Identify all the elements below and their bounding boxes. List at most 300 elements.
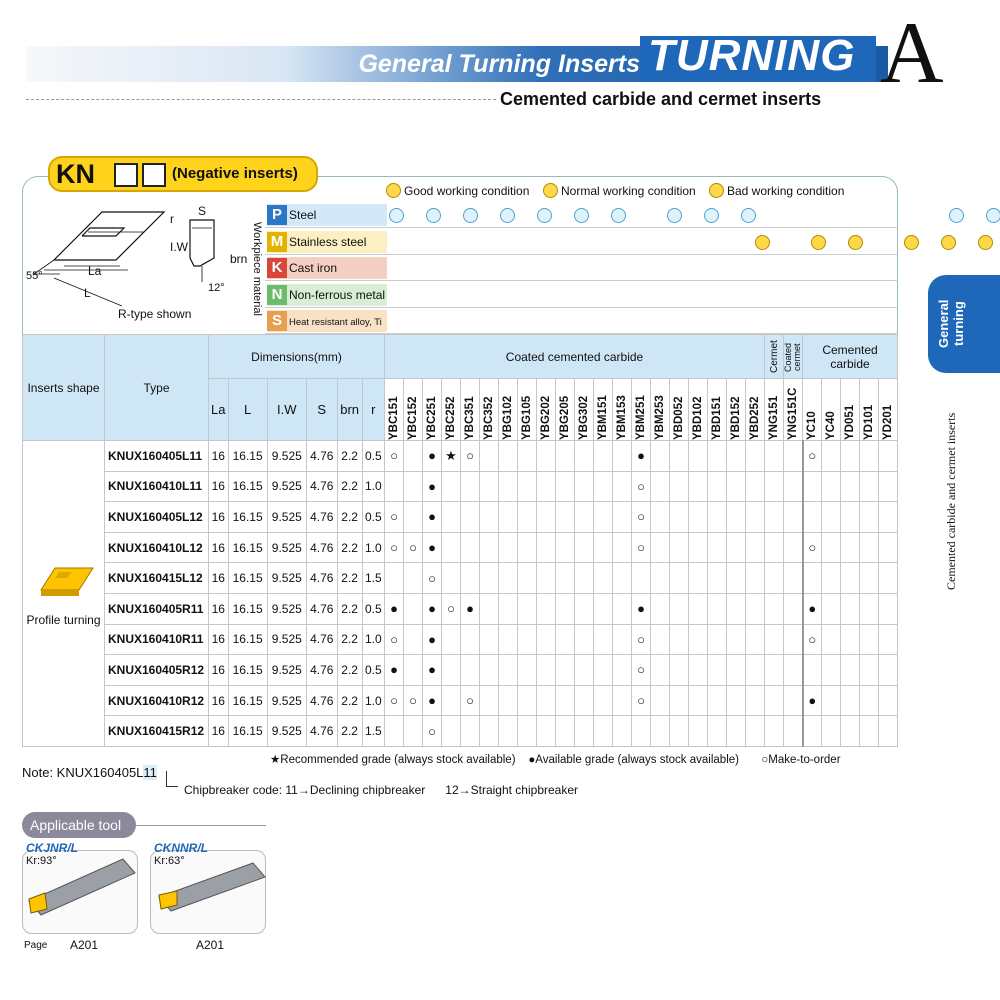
- condition-face-icon: [755, 235, 770, 250]
- grade-availability: [537, 563, 556, 594]
- grade-availability: [480, 624, 499, 655]
- legend-bad: [709, 182, 844, 200]
- insert-top-view: [34, 212, 164, 306]
- grade-availability: [860, 685, 879, 716]
- smiley-good-icon: [386, 183, 401, 198]
- grade-availability: [404, 441, 423, 472]
- dim-value: 9.525: [267, 441, 306, 472]
- grade-availability: [461, 563, 480, 594]
- legend-bad-label: Bad working condition: [727, 184, 845, 198]
- grade-header: [822, 379, 841, 441]
- dim-value: 9.525: [267, 502, 306, 533]
- grade-availability: [480, 563, 499, 594]
- grade-availability: ●: [803, 685, 822, 716]
- grade-availability: [442, 685, 461, 716]
- grade-availability: [746, 471, 765, 502]
- dim-value: 16.15: [228, 716, 267, 747]
- material-label: [267, 204, 387, 226]
- grade-availability: [499, 441, 518, 472]
- grade-availability: [385, 471, 404, 502]
- table-row: [23, 593, 898, 624]
- dim-value: 9.525: [267, 593, 306, 624]
- grade-availability: [575, 655, 594, 686]
- grade-availability: ○: [461, 685, 480, 716]
- grade-availability: [841, 716, 860, 747]
- dim-header: r: [362, 379, 384, 441]
- page-label: Page: [24, 940, 48, 951]
- grade-availability: ○: [632, 471, 651, 502]
- dim-value: 2.2: [337, 593, 362, 624]
- grade-availability: [613, 716, 632, 747]
- grade-availability: [708, 685, 727, 716]
- dim-value: 0.5: [362, 502, 384, 533]
- grade-availability: [575, 502, 594, 533]
- grade-availability: [537, 502, 556, 533]
- grade-availability: [404, 716, 423, 747]
- grade-availability: [822, 685, 841, 716]
- header-title: General Turning Inserts: [358, 50, 640, 78]
- grade-availability: [575, 563, 594, 594]
- grade-availability: [727, 593, 746, 624]
- dim-value: 9.525: [267, 716, 306, 747]
- grade-availability: [613, 655, 632, 686]
- dim-value: 16.15: [228, 593, 267, 624]
- grade-availability: [689, 593, 708, 624]
- grade-header: [632, 379, 651, 441]
- grade-availability: [404, 471, 423, 502]
- dim-value: 1.5: [362, 563, 384, 594]
- dim-value: 1.0: [362, 471, 384, 502]
- tool-1-kr: Kr:93°: [26, 855, 57, 867]
- grade-availability: [727, 655, 746, 686]
- grade-availability: [803, 716, 822, 747]
- label-r: r: [170, 212, 174, 226]
- grade-availability: [575, 685, 594, 716]
- grade-availability: ○: [632, 624, 651, 655]
- legend-good-label: Good working condition: [404, 184, 530, 198]
- grade-availability: [518, 593, 537, 624]
- grade-label: YBG105: [521, 395, 533, 440]
- grade-label: YBM253: [654, 394, 666, 440]
- grade-availability: [518, 441, 537, 472]
- grade-availability: [689, 655, 708, 686]
- grade-availability: [404, 563, 423, 594]
- insert-type[interactable]: KNUX160410L12: [105, 532, 209, 563]
- grade-availability: [860, 563, 879, 594]
- grade-availability: ●: [632, 441, 651, 472]
- dim-header: La: [209, 379, 229, 441]
- grade-availability: [879, 471, 898, 502]
- dim-value: 4.76: [306, 563, 337, 594]
- insert-type[interactable]: KNUX160415R12: [105, 716, 209, 747]
- dim-value: 2.2: [337, 532, 362, 563]
- grade-availability: [670, 563, 689, 594]
- grade-availability: ○: [803, 624, 822, 655]
- col-inserts-shape: Inserts shape: [23, 335, 105, 441]
- grade-availability: [689, 471, 708, 502]
- grade-availability: [480, 502, 499, 533]
- grade-availability: [822, 471, 841, 502]
- grade-header: [480, 379, 499, 441]
- grade-availability: [385, 716, 404, 747]
- grade-availability: ●: [423, 502, 442, 533]
- grade-availability: ●: [423, 655, 442, 686]
- grade-availability: [651, 441, 670, 472]
- grade-availability: [765, 624, 784, 655]
- grade-availability: ○: [404, 532, 423, 563]
- grade-availability: [803, 502, 822, 533]
- grade-header: [556, 379, 575, 441]
- grade-availability: [670, 655, 689, 686]
- grade-availability: [404, 655, 423, 686]
- mark-legend: [270, 752, 900, 768]
- grade-availability: ○: [385, 685, 404, 716]
- grade-availability: [518, 502, 537, 533]
- grade-header: [461, 379, 480, 441]
- grade-availability: ○: [385, 502, 404, 533]
- grade-availability: [727, 716, 746, 747]
- grade-availability: [708, 441, 727, 472]
- grade-label: YBD052: [673, 396, 685, 440]
- grade-availability: [499, 655, 518, 686]
- grade-availability: ●: [803, 593, 822, 624]
- header-subtitle: Cemented carbide and cermet inserts: [500, 89, 822, 109]
- grade-availability: [556, 716, 575, 747]
- grade-label: YBG202: [540, 395, 552, 440]
- grade-availability: ●: [423, 624, 442, 655]
- grade-availability: ●: [632, 593, 651, 624]
- grade-availability: [879, 502, 898, 533]
- table-row: [23, 441, 898, 472]
- grade-availability: [461, 471, 480, 502]
- grade-availability: [556, 502, 575, 533]
- grade-availability: [784, 502, 803, 533]
- grade-availability: [404, 593, 423, 624]
- dim-value: 16.15: [228, 655, 267, 686]
- grade-header: [613, 379, 632, 441]
- grade-availability: [879, 532, 898, 563]
- grade-availability: [461, 716, 480, 747]
- dim-value: 4.76: [306, 532, 337, 563]
- grade-availability: [784, 716, 803, 747]
- grade-availability: [860, 502, 879, 533]
- group-coated-cermet-label: Coated cermet: [783, 341, 802, 372]
- grade-availability: [746, 502, 765, 533]
- condition-face-icon: [741, 208, 756, 223]
- grade-availability: [651, 593, 670, 624]
- dim-value: 16.15: [228, 532, 267, 563]
- grade-availability: [727, 441, 746, 472]
- dim-value: 9.525: [267, 685, 306, 716]
- dim-header: brn: [337, 379, 362, 441]
- grade-availability: ○: [423, 563, 442, 594]
- grade-header: [518, 379, 537, 441]
- material-name: Steel: [289, 208, 317, 222]
- label-angle-12: 12°: [208, 282, 225, 294]
- grade-availability: [537, 624, 556, 655]
- grade-availability: [860, 532, 879, 563]
- insert-type[interactable]: KNUX160405L11: [105, 441, 209, 472]
- grade-availability: [822, 532, 841, 563]
- grade-label: YBC352: [483, 396, 495, 440]
- insert-type[interactable]: KNUX160405L12: [105, 502, 209, 533]
- tool-2-page[interactable]: A201: [196, 938, 225, 952]
- grade-header: [860, 379, 879, 441]
- grade-availability: [594, 593, 613, 624]
- insert-family-code: KN: [56, 159, 95, 189]
- note: [22, 765, 182, 783]
- chipbreaker-12: 12→Straight chipbreaker: [445, 783, 579, 797]
- grade-availability: [442, 716, 461, 747]
- grade-availability: [841, 471, 860, 502]
- grade-availability: [556, 593, 575, 624]
- grade-availability: [613, 502, 632, 533]
- dim-value: 16.15: [228, 471, 267, 502]
- grade-availability: [670, 502, 689, 533]
- grade-availability: [746, 716, 765, 747]
- material-letter: S: [267, 311, 287, 331]
- material-name: Stainless steel: [289, 234, 367, 249]
- condition-face-icon: [848, 235, 863, 250]
- insert-shape-cell: [23, 441, 105, 747]
- grade-availability: [765, 441, 784, 472]
- condition-face-icon: [704, 208, 719, 223]
- insert-type[interactable]: KNUX160410R11: [105, 624, 209, 655]
- grade-availability: [746, 685, 765, 716]
- dim-value: 4.76: [306, 685, 337, 716]
- dim-value: 2.2: [337, 563, 362, 594]
- grade-availability: [499, 532, 518, 563]
- tool-2-name[interactable]: CKNNR/L: [154, 841, 208, 855]
- grade-availability: [556, 624, 575, 655]
- grade-availability: ●: [423, 593, 442, 624]
- grade-label: YD101: [863, 404, 875, 440]
- dim-value: 2.2: [337, 471, 362, 502]
- col-type: Type: [105, 335, 209, 441]
- grade-availability: [708, 532, 727, 563]
- grade-header: [784, 379, 803, 441]
- table-row: [23, 502, 898, 533]
- grade-availability: [670, 685, 689, 716]
- note-bracket: [166, 771, 178, 787]
- dim-value: 16: [209, 563, 229, 594]
- grade-availability: [518, 655, 537, 686]
- dim-value: 16: [209, 471, 229, 502]
- grade-header: [385, 379, 404, 441]
- condition-face-icon: [463, 208, 478, 223]
- grade-availability: [385, 563, 404, 594]
- grade-availability: [765, 655, 784, 686]
- grade-availability: [765, 716, 784, 747]
- chipbreaker-11: Chipbreaker code: 11→Declining chipbreaker: [184, 783, 426, 797]
- grade-availability: [670, 471, 689, 502]
- grade-header: [689, 379, 708, 441]
- grade-availability: ○: [404, 685, 423, 716]
- dim-value: 9.525: [267, 563, 306, 594]
- dim-value: 16.15: [228, 502, 267, 533]
- dim-value: 16: [209, 716, 229, 747]
- grade-availability: [746, 532, 765, 563]
- grade-availability: [784, 624, 803, 655]
- grade-availability: [689, 532, 708, 563]
- grade-availability: [404, 624, 423, 655]
- grade-availability: [480, 532, 499, 563]
- grade-header: [879, 379, 898, 441]
- grade-availability: [613, 685, 632, 716]
- grade-header: [594, 379, 613, 441]
- grade-availability: [594, 624, 613, 655]
- grade-availability: [613, 471, 632, 502]
- grade-availability: [613, 441, 632, 472]
- grade-availability: [613, 593, 632, 624]
- grade-header: [727, 379, 746, 441]
- dim-header: S: [306, 379, 337, 441]
- insert-type[interactable]: KNUX160410L11: [105, 471, 209, 502]
- grade-availability: [537, 716, 556, 747]
- condition-face-icon: [811, 235, 826, 250]
- grade-label: YBD102: [692, 396, 704, 440]
- material-name: Heat resistant alloy, Ti: [289, 317, 382, 328]
- condition-face-icon: [574, 208, 589, 223]
- group-coated-carbide: Coated cemented carbide: [385, 335, 765, 379]
- grade-availability: [708, 563, 727, 594]
- grade-availability: [594, 441, 613, 472]
- grade-availability: [727, 502, 746, 533]
- dim-value: 16: [209, 655, 229, 686]
- grade-label: YD201: [882, 404, 894, 440]
- grade-availability: [499, 502, 518, 533]
- label-angle-55: 55°: [26, 270, 43, 282]
- dim-value: 4.76: [306, 471, 337, 502]
- grade-availability: [765, 685, 784, 716]
- insert-type[interactable]: KNUX160405R12: [105, 655, 209, 686]
- grade-availability: [841, 532, 860, 563]
- grade-availability: [480, 471, 499, 502]
- dim-value: 4.76: [306, 441, 337, 472]
- insert-type[interactable]: KNUX160415L12: [105, 563, 209, 594]
- grade-availability: [651, 685, 670, 716]
- placeholder-box: [114, 163, 138, 187]
- col-dimensions: Dimensions(mm): [209, 335, 385, 379]
- grade-availability: [499, 563, 518, 594]
- material-name: Cast iron: [289, 261, 338, 275]
- grade-availability: [480, 716, 499, 747]
- dim-header: L: [228, 379, 267, 441]
- grade-availability: [727, 532, 746, 563]
- grade-availability: [708, 655, 727, 686]
- group-cermet: [765, 335, 784, 379]
- grade-availability: [404, 502, 423, 533]
- table-row: [23, 471, 898, 502]
- dim-value: 1.0: [362, 624, 384, 655]
- grade-label: YBM151: [597, 394, 609, 440]
- grade-header: [575, 379, 594, 441]
- grade-availability: [556, 471, 575, 502]
- grade-label: YBM251: [635, 394, 647, 440]
- grade-header: [537, 379, 556, 441]
- grade-availability: [822, 624, 841, 655]
- note-prefix: Note: KNUX160405L: [22, 765, 144, 780]
- grade-availability: [784, 441, 803, 472]
- group-coated-cermet: [784, 335, 803, 379]
- legend-make-to-order: ○Make-to-order: [761, 754, 841, 766]
- section-letter: A: [880, 5, 944, 102]
- grade-availability: [670, 441, 689, 472]
- grade-label: YBC151: [388, 396, 400, 440]
- grade-availability: [822, 563, 841, 594]
- grade-availability: [461, 624, 480, 655]
- table-row: [23, 532, 898, 563]
- header-divider: [26, 99, 496, 100]
- side-tab-label: General turning: [936, 299, 966, 349]
- grade-availability: [651, 655, 670, 686]
- grade-availability: ○: [632, 685, 651, 716]
- insert-shape-label: Profile turning: [26, 612, 101, 627]
- grade-label: YNG151C: [787, 387, 799, 440]
- placeholder-box: [142, 163, 166, 187]
- dim-value: 16: [209, 441, 229, 472]
- condition-face-icon: [941, 235, 956, 250]
- grade-availability: [860, 624, 879, 655]
- grade-availability: ●: [385, 593, 404, 624]
- grade-availability: [575, 532, 594, 563]
- tool-1-page[interactable]: A201: [70, 938, 99, 952]
- diagram-caption: R-type shown: [118, 307, 192, 321]
- grade-availability: [708, 624, 727, 655]
- grade-availability: [594, 502, 613, 533]
- tool-1-name[interactable]: CKJNR/L: [26, 841, 79, 855]
- grade-availability: [518, 716, 537, 747]
- legend-recommended: ★Recommended grade (always stock available): [270, 754, 516, 766]
- group-cermet-label: Cermet: [768, 340, 780, 373]
- grade-availability: [594, 471, 613, 502]
- grade-header: [442, 379, 461, 441]
- side-vertical-caption: Cemented carbide and cermet inserts: [944, 412, 958, 590]
- grade-availability: [822, 441, 841, 472]
- grade-availability: ○: [385, 532, 404, 563]
- insert-family-title: (Negative inserts): [172, 165, 298, 182]
- material-letter: M: [267, 232, 287, 252]
- grade-availability: [841, 593, 860, 624]
- grade-availability: [670, 593, 689, 624]
- insert-table: [22, 334, 898, 747]
- dim-value: 1.5: [362, 716, 384, 747]
- insert-type[interactable]: KNUX160410R12: [105, 685, 209, 716]
- condition-face-icon: [389, 208, 404, 223]
- grade-availability: ○: [385, 624, 404, 655]
- applicable-tool-label: Applicable tool: [30, 817, 122, 833]
- grade-availability: [480, 685, 499, 716]
- grade-availability: [499, 716, 518, 747]
- grade-availability: [860, 716, 879, 747]
- grade-availability: [746, 593, 765, 624]
- dim-value: 1.0: [362, 685, 384, 716]
- chipbreaker-note: [184, 783, 684, 799]
- insert-type[interactable]: KNUX160405R11: [105, 593, 209, 624]
- grade-availability: [841, 624, 860, 655]
- tool-2-kr: Kr:63°: [154, 855, 185, 867]
- grade-availability: [689, 685, 708, 716]
- material-name: Non-ferrous metal: [289, 287, 386, 302]
- grade-availability: [822, 502, 841, 533]
- grade-availability: [727, 624, 746, 655]
- grade-availability: [518, 685, 537, 716]
- grade-availability: [689, 563, 708, 594]
- grade-availability: [879, 685, 898, 716]
- grade-label: YBC351: [464, 396, 476, 440]
- dim-value: 1.0: [362, 532, 384, 563]
- label-iw: I.W: [170, 240, 188, 254]
